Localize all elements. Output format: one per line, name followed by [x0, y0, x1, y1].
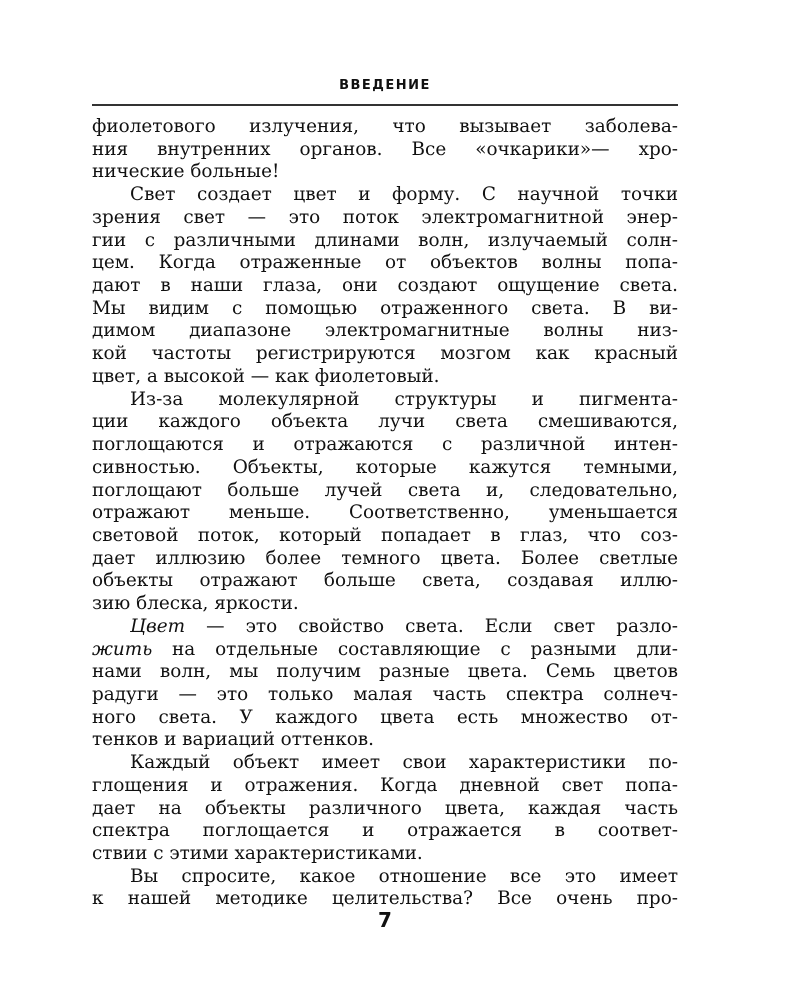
text-line-rest: — это свойство света. Если свет разло- — [185, 615, 678, 637]
text-line: зию блеска, яркости. — [92, 593, 299, 615]
page-number: 7 — [378, 908, 392, 932]
text-line: цвет, а высокой — как фиолетовый. — [92, 365, 440, 387]
text-line — [92, 639, 678, 662]
text-line: Каждый объект имеет свои характеристики по- — [130, 752, 678, 774]
text-line: ния внутренних органов. Все «очкарики»— хро- — [92, 138, 678, 160]
emphasis-term: Цвет — [130, 615, 186, 637]
text-line: поглощают больше лучей света и, следовательно, — [92, 479, 678, 501]
text-line: димом диапазоне электромагнитные волны низ- — [92, 320, 678, 342]
text-line: сивностью. Объекты, которые кажутся темными, — [92, 456, 678, 478]
text-line: поглощаются и отражаются с различной интен- — [92, 434, 678, 456]
text-line — [92, 616, 678, 639]
text-line: глощения и отражения. Когда дневной свет попа- — [92, 774, 678, 796]
text-line: объекты отражают больше света, создавая иллю- — [92, 570, 678, 592]
text-line: к нашей методике целительства? Все очень про- — [92, 888, 678, 910]
header-rule — [92, 104, 678, 106]
text-line: ствии с этими характеристиками. — [92, 843, 423, 864]
text-line: спектра поглощается и отражается в соответ- — [92, 820, 678, 842]
text-line: дает на объекты различного цвета, каждая часть — [92, 797, 678, 819]
text-line-rest: на отдельные составляющие с разными дли- — [152, 638, 678, 660]
text-line: тенков и вариаций оттенков. — [92, 729, 375, 751]
text-line: нические больные! — [92, 161, 280, 183]
text-line: Вы спросите, какое отношение все это имеет — [130, 865, 678, 887]
text-line: отражают меньше. Соответственно, уменьшается — [92, 502, 678, 524]
running-header: ВВЕДЕНИЕ — [339, 78, 431, 93]
text-line: ного света. У каждого цвета есть множество от- — [92, 706, 678, 728]
text-line: фиолетового излучения, что вызывает заболева- — [92, 116, 678, 137]
text-line: гии с различными длинами волн, излучаемый солн- — [92, 229, 678, 251]
text-line: дает иллюзию более темного цвета. Более светлые — [92, 547, 678, 569]
text-line: Мы видим с помощью отраженного света. В ви- — [92, 297, 678, 319]
text-line: световой поток, который попадает в глаз, что соз- — [92, 524, 678, 546]
text-line: радуги — это только малая часть спектра солнеч- — [92, 683, 678, 705]
emphasis-term: жить — [92, 638, 153, 660]
text-line: кой частоты регистрируются мозгом как красный — [92, 343, 678, 365]
text-line: цем. Когда отраженные от объектов волны попа- — [92, 252, 678, 274]
text-line: ции каждого объекта лучи света смешиваются, — [92, 411, 678, 433]
text-line: Свет создает цвет и форму. С научной точки — [130, 184, 678, 206]
text-line: нами волн, мы получим разные цвета. Семь цветов — [92, 661, 678, 683]
body-text — [92, 116, 678, 911]
text-line: зрения свет — это поток электромагнитной энер- — [92, 206, 678, 228]
text-line: Из-за молекулярной структуры и пигмента- — [130, 388, 678, 410]
text-line: дают в наши глаза, они создают ощущение света. — [92, 275, 678, 297]
